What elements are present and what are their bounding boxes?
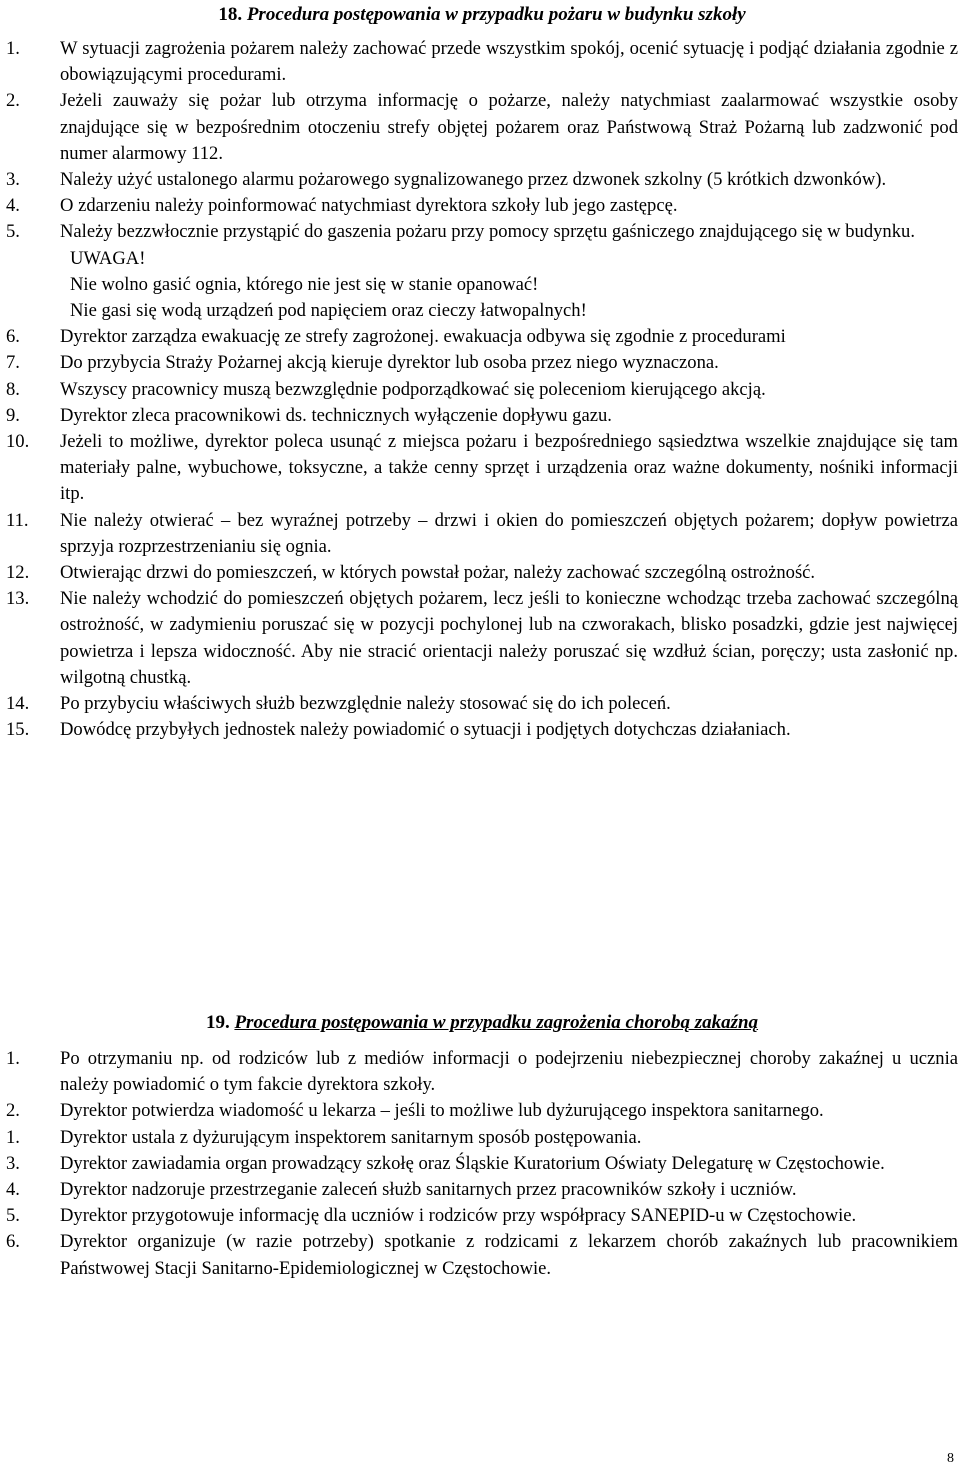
item-text: Należy użyć ustalonego alarmu pożarowego sygnalizowanego przez dzwonek szkolny (5 krótkich dzwonków).	[60, 169, 887, 191]
section-18-heading	[6, 2, 958, 28]
item-number: 5.	[6, 1205, 20, 1227]
warning-label: UWAGA!	[70, 247, 146, 269]
list-item	[6, 1098, 958, 1124]
section-18-number: 18.	[218, 4, 243, 25]
item-text: Otwierając drzwi do pomieszczeń, w których powstał pożar, należy zachować szczególną ostrożność.	[60, 562, 816, 584]
item-text: Dyrektor potwierdza wiadomość u lekarza – jeśli to możliwe lub dyżurującego inspektora sanitarnego.	[60, 1100, 824, 1122]
item-number: 12.	[6, 562, 30, 584]
list-item	[6, 429, 958, 508]
list-item	[6, 560, 958, 586]
page-number: 8	[947, 1451, 954, 1466]
item-number: 1.	[6, 38, 20, 59]
list-item	[6, 1177, 958, 1203]
warning-line-2: Nie gasi się wodą urządzeń pod napięciem oraz cieczy łatwopalnych!	[70, 300, 587, 322]
item-number: 10.	[6, 431, 30, 453]
warning-note	[60, 246, 958, 325]
item-number: 8.	[6, 378, 20, 400]
section-19-heading	[6, 1010, 958, 1036]
list-item	[6, 377, 958, 403]
item-text: Nie należy otwierać – bez wyraźnej potrzeby – drzwi i okien do pomieszczeń objętych pożarem; dopływ powietrza sprzyja rozprzestrzenianiu się ognia.	[60, 509, 958, 557]
item-number: 3.	[6, 169, 20, 191]
list-item	[6, 691, 958, 717]
item-text: Do przybycia Straży Pożarnej akcją kieruje dyrektor lub osoba przez niego wyznaczona.	[60, 352, 719, 374]
item-number: 11.	[6, 509, 29, 531]
item-number: 14.	[6, 693, 30, 715]
item-text: O zdarzeniu należy poinformować natychmiast dyrektora szkoły lub jego zastępcę.	[60, 195, 678, 217]
section-18-list	[6, 36, 958, 743]
list-item	[6, 1151, 958, 1177]
list-item	[6, 167, 958, 193]
list-item	[6, 324, 958, 350]
item-number: 9.	[6, 404, 20, 426]
item-text: Dyrektor zleca pracownikowi ds. technicznych wyłączenie dopływu gazu.	[60, 404, 612, 426]
list-item	[6, 508, 958, 560]
item-number: 6.	[6, 1231, 20, 1253]
warning-line-1: Nie wolno gasić ognia, którego nie jest się w stanie opanować!	[70, 273, 539, 295]
item-number: 4.	[6, 195, 20, 217]
item-number: 15.	[6, 719, 30, 741]
list-item	[6, 717, 958, 743]
item-number: 13.	[6, 588, 30, 610]
item-text: Dyrektor przygotowuje informację dla uczniów i rodziców przy współpracy SANEPID-u w Częstochowie.	[60, 1205, 857, 1227]
item-number: 1.	[6, 1048, 20, 1069]
item-number: 2.	[6, 90, 20, 112]
item-text: Dyrektor zarządza ewakuację ze strefy zagrożonej. ewakuacja odbywa się zgodnie z procedurami	[60, 326, 786, 348]
item-text: Jeżeli to możliwe, dyrektor poleca usunąć z miejsca pożaru i bezpośredniego sąsiedztwa wszelkie znajdujące się tam materiały palne, wybuchowe, toksyczne, a także cenny sprzęt i urządzenia oraz ważne dokumenty, nośniki informacji itp.	[60, 431, 958, 505]
item-number: 1.	[6, 1126, 20, 1148]
section-18-title: Procedura postępowania w przypadku pożaru w budynku szkoły	[246, 4, 746, 25]
item-number: 2.	[6, 1100, 20, 1122]
list-item	[6, 586, 958, 691]
section-19-number: 19.	[205, 1012, 230, 1033]
item-text: Jeżeli zauważy się pożar lub otrzyma informację o pożarze, należy natychmiast zaalarmować wszystkie osoby znajdujące się w bezpośrednim otoczeniu strefy objętej pożarem oraz Państwową Straż Pożarną lub zadzwonić pod numer alarmowy 112.	[60, 90, 958, 164]
list-item	[6, 219, 958, 324]
list-item	[6, 1046, 958, 1098]
list-item	[6, 1229, 958, 1281]
item-number: 5.	[6, 221, 20, 243]
section-19-list	[6, 1046, 958, 1282]
list-item	[6, 1203, 958, 1229]
list-item	[6, 403, 958, 429]
list-item	[6, 88, 958, 167]
item-number: 4.	[6, 1179, 20, 1201]
item-text: Dyrektor zawiadamia organ prowadzący szkołę oraz Śląskie Kuratorium Oświaty Delegaturę w Częstochowie.	[60, 1152, 885, 1174]
item-text: Wszyscy pracownicy muszą bezwzględnie podporządkować się poleceniom kierującego akcją.	[60, 378, 766, 400]
section-19-title: Procedura postępowania w przypadku zagrożenia chorobą zakaźną	[234, 1012, 759, 1033]
item-text: Dyrektor organizuje (w razie potrzeby) spotkanie z rodzicami z lekarzem chorób zakaźnych lub pracownikiem Państwowej Stacji Sanitarno-Epidemiologicznej w Częstochowie.	[60, 1231, 958, 1279]
item-number: 3.	[6, 1152, 20, 1174]
item-text: Po przybyciu właściwych służb bezwzględnie należy stosować się do ich poleceń.	[60, 693, 671, 715]
item-text: Dowódcę przybyłych jednostek należy powiadomić o sytuacji i podjętych dotychczas działaniach.	[60, 719, 791, 741]
list-item	[6, 36, 958, 88]
item-text: Należy bezzwłocznie przystąpić do gaszenia pożaru przy pomocy sprzętu gaśniczego znajdującego się w budynku.	[60, 221, 915, 243]
item-text: Po otrzymaniu np. od rodziców lub z mediów informacji o podejrzeniu niebezpiecznej choroby zakaźnej u ucznia należy powiadomić o tym fakcie dyrektora szkoły.	[60, 1048, 958, 1096]
list-item	[6, 193, 958, 219]
item-number: 7.	[6, 352, 20, 374]
item-text: Dyrektor ustala z dyżurującym inspektorem sanitarnym sposób postępowania.	[60, 1126, 642, 1148]
item-number: 6.	[6, 326, 20, 348]
list-item	[6, 1125, 958, 1151]
list-item	[6, 350, 958, 376]
item-text: Nie należy wchodzić do pomieszczeń objętych pożarem, lecz jeśli to konieczne wchodząc trzeba zachować szczególną ostrożność, w zadymieniu poruszać się w pozycji pochylonej lub na czworakach, blisko posadzki, gdzie jest najwięcej powietrza i lepsza widoczność. Aby nie stracić orientacji należy poruszać się wzdłuż ścian, poręczy; usta zasłonić np. wilgotną chustką.	[60, 588, 958, 688]
item-text: Dyrektor nadzoruje przestrzeganie zaleceń służb sanitarnych przez pracowników szkoły i uczniów.	[60, 1179, 797, 1201]
item-text: W sytuacji zagrożenia pożarem należy zachować przede wszystkim spokój, ocenić sytuację i podjąć działania zgodnie z obowiązującymi procedurami.	[60, 38, 958, 86]
